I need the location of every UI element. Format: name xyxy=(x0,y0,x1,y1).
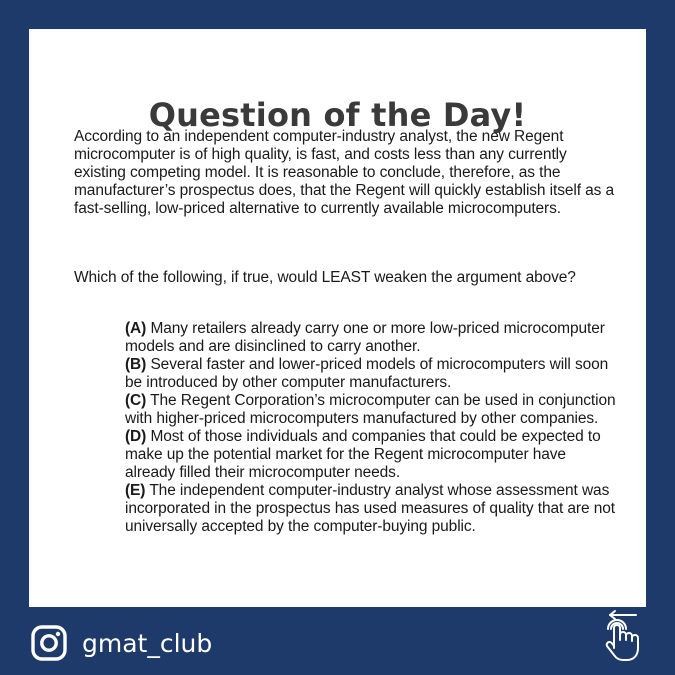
answer-options xyxy=(125,320,620,536)
option-letter: (D) xyxy=(125,428,147,445)
option-text: The independent computer-industry analyst whose assessment was incorporated in the prospectus has used measures of quality that are not universally accepted by the computer-buying public. xyxy=(125,482,615,535)
option-letter: (C) xyxy=(125,392,147,409)
option-text: The Regent Corporation’s microcomputer can be used in conjunction with higher-priced microcomputers manufactured by other companies. xyxy=(125,392,616,427)
instagram-icon xyxy=(30,624,68,662)
option-text: Most of those individuals and companies that could be expected to make up the potential market for the Regent microcomputer have already filled their microcomputer needs. xyxy=(125,428,601,481)
answer-option-e xyxy=(125,482,620,536)
option-letter: (E) xyxy=(125,482,146,499)
question-card xyxy=(29,29,646,607)
option-text: Several faster and lower-priced models of microcomputers will soon be introduced by other computer manufacturers. xyxy=(125,356,609,391)
answer-option-c xyxy=(125,392,620,428)
answer-option-b xyxy=(125,356,620,392)
option-text: Many retailers already carry one or more low-priced microcomputer models and are disinclined to carry another. xyxy=(125,320,605,355)
social-handle[interactable] xyxy=(30,624,212,662)
option-letter: (B) xyxy=(125,356,147,373)
answer-option-a xyxy=(125,320,620,356)
passage-text: According to an independent computer-industry analyst, the new Regent microcomputer is of high quality, is fast, and costs less than any currently existing competing model. It is reasonable to conclude, therefore, as the manufacturer’s prospectus does, that the Regent will quickly establish itself as a fast-selling, low-priced alternative to currently available microcomputers. xyxy=(74,128,615,217)
swipe-hand-icon[interactable] xyxy=(600,608,646,664)
page-title: Question of the Day! xyxy=(148,96,527,134)
question-prompt: Which of the following, if true, would LEAST weaken the argument above? xyxy=(74,269,576,286)
option-letter: (A) xyxy=(125,320,147,337)
answer-option-d xyxy=(125,428,620,482)
handle-text: gmat_club xyxy=(82,628,213,658)
